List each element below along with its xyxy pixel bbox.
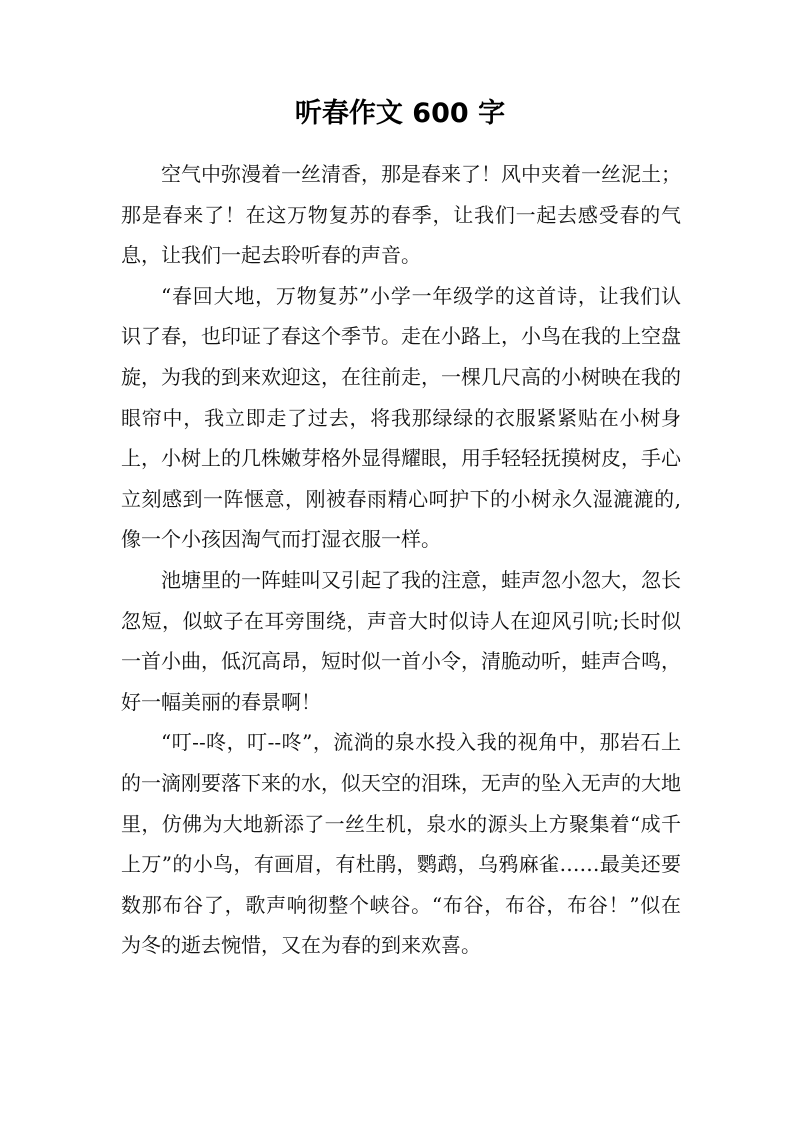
document-body [121, 154, 681, 966]
paragraph: 池塘里的一阵蛙叫又引起了我的注意，蛙声忽小忽大，忽长忽短，似蚊子在耳旁围绕，声音大时似诗人在迎风引吭;长时似一首小曲，低沉高昂，短时似一首小令，清脆动听，蛙声合鸣，好一幅美丽的春景啊！ [121, 567, 681, 714]
paragraph: “春回大地，万物复苏”小学一年级学的这首诗，让我们认识了春，也印证了春这个季节。走在小路上，小鸟在我的上空盘旋，为我的到来欢迎这，在往前走，一棵几尺高的小树映在我的眼帘中，我立即走了过去，将我那绿绿的衣服紧紧贴在小树身上，小树上的几株嫩芽格外显得耀眼，用手轻轻抚摸树皮，手心立刻感到一阵惬意，刚被春雨精心呵护下的小树永久湿漉漉的,像一个小孩因淘气而打湿衣服一样。 [121, 283, 681, 552]
paragraph: 空气中弥漫着一丝清香，那是春来了！风中夹着一丝泥土；那是春来了！在这万物复苏的春季，让我们一起去感受春的气息，让我们一起去聆听春的声音。 [121, 162, 681, 268]
paragraph: “叮--咚，叮--咚”，流淌的泉水投入我的视角中，那岩石上的一滴刚要落下来的水，似天空的泪珠，无声的坠入无声的大地里，仿佛为大地新添了一丝生机，泉水的源头上方聚集着“成千上万”的小鸟，有画眉，有杜鹃，鹦鹉，乌鸦麻雀……最美还要数那布谷了，歌声响彻整个峡谷。“布谷，布谷，布谷！”似在为冬的逝去惋惜，又在为春的到来欢喜。 [121, 730, 681, 958]
document-title: 听春作文 600 字 [294, 98, 506, 129]
